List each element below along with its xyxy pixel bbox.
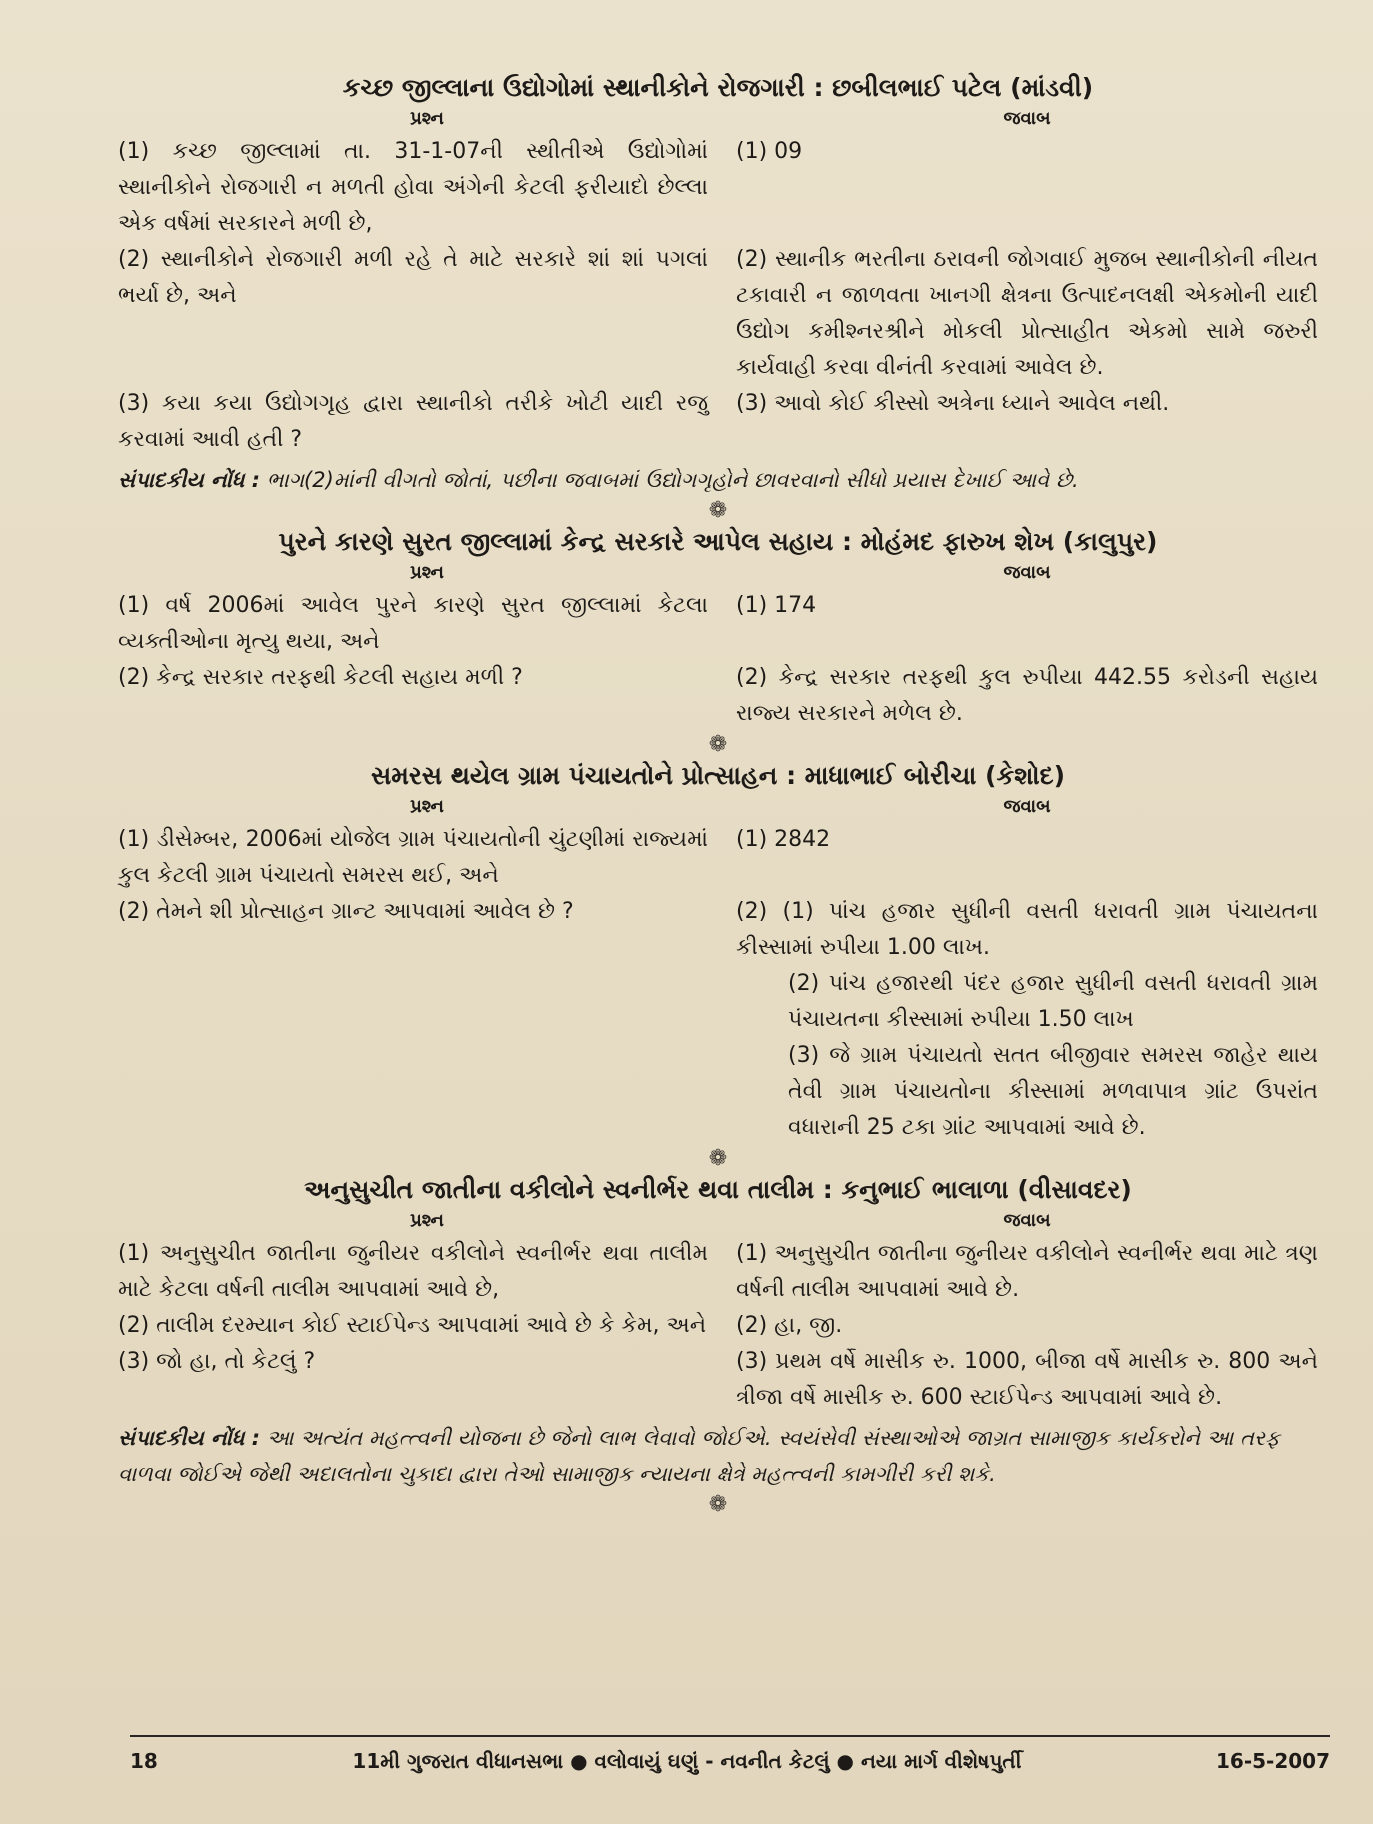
section-2 (118, 524, 1318, 758)
section-4 (118, 1172, 1318, 1518)
question: (2) કેન્દ્ર સરકાર તરફથી કેટલી સહાય મળી ? (118, 665, 523, 690)
qa-row (118, 822, 1318, 894)
answer: (1) 2842 (736, 827, 831, 852)
answer-head: જવાબ (1003, 562, 1051, 583)
section-3-column-heads (118, 796, 1318, 822)
question: (2) સ્થાનીકોને રોજગારી મળી રહે તે માટે સરકારે શાં શાં પગલાં ભર્યા છે, અને (118, 247, 708, 308)
question: (1) ડીસેમ્બર, 2006માં યોજેલ ગ્રામ પંચાયતોની ચુંટણીમાં રાજ્યમાં કુલ કેટલી ગ્રામ પંચાયતો સમરસ થઈ, અને (118, 827, 708, 888)
answer-head: જવાબ (1003, 796, 1051, 817)
editorial-note-label: સંપાદકીય નોંધ : (118, 468, 261, 492)
page-footer (130, 1735, 1330, 1773)
answer: (2) હા, જી. (736, 1313, 843, 1338)
answer: (2) (1) પાંચ હજાર સુધીની વસતી ધરાવતી ગ્રામ પંચાયતના કીસ્સામાં રુપીયા 1.00 લાખ. (736, 899, 1318, 960)
footer-publication-title: 11મી ગુજરાત વીધાનસભા ● વલોવાયું ઘણું - નવનીત કેટલું ● નયા માર્ગ વીશેષપુર્તી (352, 1749, 1022, 1773)
answer: (3) આવો કોઈ કીસ્સો અત્રેના ધ્યાને આવેલ નથી. (736, 391, 1170, 416)
question-head: પ્રશ્ન (410, 108, 444, 129)
answer: (1) 09 (736, 139, 803, 164)
qa-row (118, 1308, 1318, 1344)
section-1 (118, 70, 1318, 524)
editorial-note (118, 1420, 1318, 1492)
answer: (3) પ્રથમ વર્ષે માસીક રુ. 1000, બીજા વર્ષે માસીક રુ. 800 અને ત્રીજા વર્ષે માસીક રુ. 600 સ્ટાઈપેન્ડ આપવામાં આવે છે. (736, 1349, 1318, 1410)
content (118, 70, 1318, 1518)
answer: (2) કેન્દ્ર સરકાર તરફથી કુલ રુપીયા 442.55 કરોડની સહાય રાજ્ય સરકારને મળેલ છે. (736, 665, 1318, 726)
section-3 (118, 758, 1318, 1172)
question: (2) તાલીમ દરમ્યાન કોઈ સ્ટાઈપેન્ડ આપવામાં આવે છે કે કેમ, અને (118, 1313, 707, 1338)
question-head: પ્રશ્ન (410, 1210, 444, 1231)
section-4-title: અનુસુચીત જાતીના વકીલોને સ્વનીર્ભર થવા તાલીમ : કનુભાઈ ભાલાળા (વીસાવદર) (304, 1175, 1132, 1204)
answer-sub-item: (3) જે ગ્રામ પંચાયતો સતત બીજીવાર સમરસ જાહેર થાય તેવી ગ્રામ પંચાયતોના કીસ્સામાં મળવાપાત્ર ગ્રાંટ ઉપરાંત વધારાની 25 ટકા ગ્રાંટ આપવામાં આવે છે. (788, 1043, 1318, 1140)
answer-group (736, 894, 1318, 1146)
answer: (1) અનુસુચીત જાતીના જુનીયર વકીલોને સ્વનીર્ભર થવા માટે ત્રણ વર્ષની તાલીમ આપવામાં આવે છે. (736, 1241, 1318, 1302)
qa-row (118, 386, 1318, 458)
question: (3) કયા કયા ઉદ્યોગગૃહ દ્વારા સ્થાનીકો તરીકે ખોટી યાદી રજુ કરવામાં આવી હતી ? (118, 391, 708, 452)
question: (1) કચ્છ જીલ્લામાં તા. 31-1-07ની સ્થીતીએ ઉદ્યોગોમાં સ્થાનીકોને રોજગારી ન મળતી હોવા અંગેની કેટલી ફરીયાદો છેલ્લા એક વર્ષમાં સરકારને મળી છે, (118, 139, 708, 236)
qa-row (118, 242, 1318, 386)
qa-row (118, 660, 1318, 732)
editorial-note (118, 462, 1318, 498)
section-3-title: સમરસ થયેલ ગ્રામ પંચાયતોને પ્રોત્સાહન : માધાભાઈ બોરીચા (કેશોદ) (370, 761, 1066, 790)
qa-row (118, 1236, 1318, 1308)
section-4-column-heads (118, 1210, 1318, 1236)
answer-sub-item: (2) પાંચ હજારથી પંદર હજાર સુધીની વસતી ધરાવતી ગ્રામ પંચાયતના કીસ્સામાં રુપીયા 1.50 લાખ (788, 971, 1318, 1032)
separator-icon: ❁ (708, 732, 728, 757)
footer-date: 16-5-2007 (1215, 1749, 1330, 1773)
answer-head: જવાબ (1003, 1210, 1051, 1231)
question: (1) અનુસુચીત જાતીના જુનીયર વકીલોને સ્વનીર્ભર થવા તાલીમ માટે કેટલા વર્ષની તાલીમ આપવામાં આવે છે, (118, 1241, 708, 1302)
question: (3) જો હા, તો કેટલું ? (118, 1349, 316, 1374)
answer: (2) સ્થાનીક ભરતીના ઠરાવની જોગવાઈ મુજબ સ્થાનીકોની નીયત ટકાવારી ન જાળવતા ખાનગી ક્ષેત્રના ઉત્પાદનલક્ષી એકમોની યાદી ઉદ્યોગ કમીશ્નરશ્રીને મોકલી પ્રોત્સાહીત એકમો સામે જરુરી કાર્યવાહી કરવા વીનંતી કરવામાં આવેલ છે. (736, 247, 1318, 380)
editorial-note-label: સંપાદકીય નોંધ : (118, 1426, 261, 1450)
section-1-column-heads (118, 108, 1318, 134)
question-head: પ્રશ્ન (410, 796, 444, 817)
answer: (1) 174 (736, 593, 817, 618)
section-2-title: પુરને કારણે સુરત જીલ્લામાં કેન્દ્ર સરકારે આપેલ સહાય : મોહંમદ ફારુખ શેખ (કાલુપુર) (278, 527, 1158, 556)
page-number: 18 (130, 1749, 158, 1773)
qa-row (118, 134, 1318, 242)
qa-row (118, 588, 1318, 660)
question: (1) વર્ષ 2006માં આવેલ પુરને કારણે સુરત જીલ્લામાં કેટલા વ્યક્તીઓના મૃત્યુ થયા, અને (118, 593, 708, 654)
answer-head: જવાબ (1003, 108, 1051, 129)
qa-row (118, 1344, 1318, 1416)
separator-icon: ❁ (708, 498, 728, 523)
separator-icon: ❁ (708, 1146, 728, 1171)
qa-row (118, 894, 1318, 1146)
editorial-note-text: ભાગ(2)માંની વીગતો જોતાં, પછીના જવાબમાં ઉદ્યોગગૃહોને છાવરવાનો સીધો પ્રયાસ દેખાઈ આવે છે. (266, 468, 1079, 492)
question-head: પ્રશ્ન (410, 562, 444, 583)
editorial-note-text: આ અત્યંત મહત્ત્વની યોજના છે જેનો લાભ લેવાવો જોઈએ. સ્વયંસેવી સંસ્થાઓએ જાગ્રત સામાજીક કાર્યકરોને આ તરફ વાળવા જોઈએ જેથી અદાલતોના ચુકાદા દ્વારા તેઓ સામાજીક ન્યાયના ક્ષેત્રે મહત્ત્વની કામગીરી કરી શકે. (118, 1426, 1280, 1486)
separator-icon: ❁ (708, 1492, 728, 1517)
question: (2) તેમને શી પ્રોત્સાહન ગ્રાન્ટ આપવામાં આવેલ છે ? (118, 899, 574, 924)
section-2-column-heads (118, 562, 1318, 588)
section-1-title: કચ્છ જીલ્લાના ઉદ્યોગોમાં સ્થાનીકોને રોજગારી : છબીલભાઈ પટેલ (માંડવી) (342, 73, 1094, 102)
